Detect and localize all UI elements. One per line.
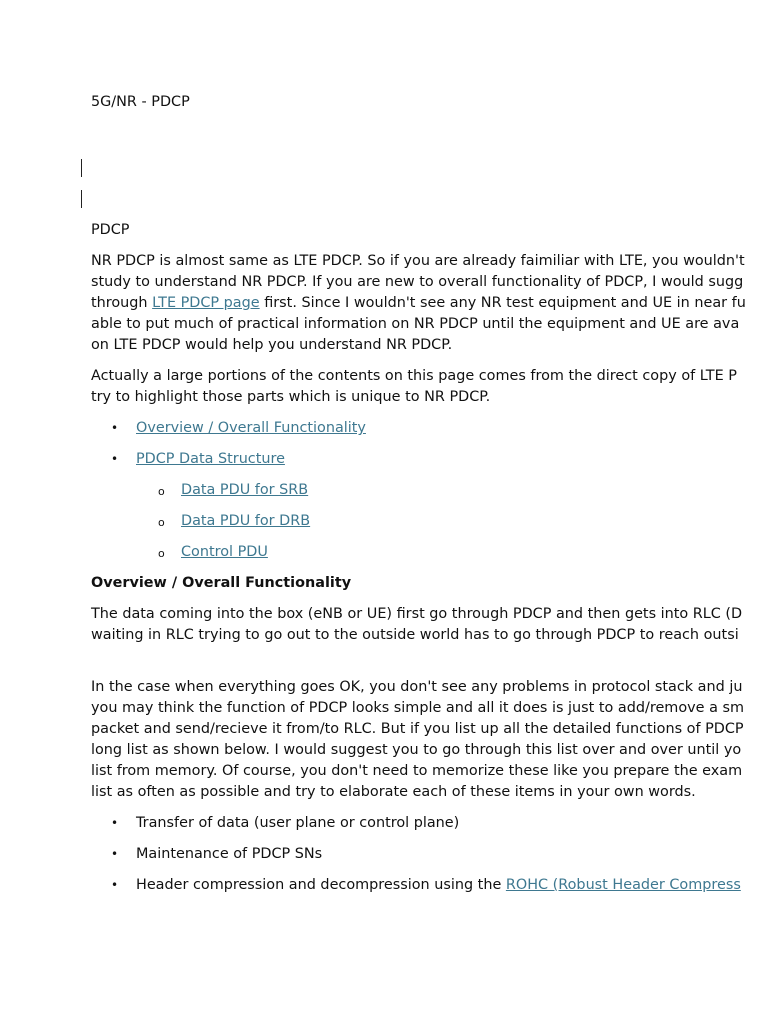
blank-line — [91, 656, 768, 677]
paragraph-line: NR PDCP is almost same as LTE PDCP. So if you are already faimiliar with LTE, you wouldn't — [91, 253, 745, 269]
paragraph-line: on LTE PDCP would help you understand NR PDCP. — [91, 337, 453, 353]
page-title: 5G/NR - PDCP — [91, 94, 190, 110]
toc-item — [91, 418, 768, 439]
toc-link-data-pdu-srb[interactable]: Data PDU for SRB — [181, 482, 309, 498]
paragraph-line: able to put much of practical information on NR PDCP until the equipment and UE are ava — [91, 316, 740, 332]
section-label: PDCP — [91, 222, 130, 238]
lte-pdcp-page-link[interactable]: LTE PDCP page — [152, 295, 260, 311]
toc-subitem — [136, 542, 768, 563]
second-paragraph — [91, 366, 768, 408]
bullet-icon: • — [111, 847, 119, 861]
toc-link-control-pdu[interactable]: Control PDU — [181, 544, 268, 560]
overview-heading: Overview / Overall Functionality — [91, 575, 352, 591]
paragraph-line: packet and send/recieve it from/to RLC. But if you list up all the detailed functions of PDCP — [91, 721, 744, 737]
toc-link-pdcp-data-structure[interactable]: PDCP Data Structure — [136, 451, 285, 467]
bullet-icon: • — [111, 421, 119, 435]
list-item-text: Header compression and decompression using the — [136, 877, 506, 893]
toc-sublist — [136, 480, 768, 563]
overview-paragraph-1 — [91, 604, 768, 646]
list-item — [91, 844, 768, 865]
paragraph-line: try to highlight those parts which is unique to NR PDCP. — [91, 389, 491, 405]
paragraph-line: you may think the function of PDCP looks simple and all it does is just to add/remove a sm — [91, 700, 744, 716]
text-cursor-mark — [81, 190, 82, 208]
document-flow — [91, 220, 768, 906]
list-item — [91, 875, 768, 896]
intro-paragraph — [91, 251, 768, 356]
bullet-icon: • — [111, 452, 119, 466]
paragraph-line: The data coming into the box (eNB or UE) first go through PDCP and then gets into RLC (D — [91, 606, 743, 622]
toc-subitem — [136, 480, 768, 501]
bullet-icon: • — [111, 878, 119, 892]
paragraph-line: list as often as possible and try to elaborate each of these items in your own words. — [91, 784, 696, 800]
text-cursor-mark — [81, 159, 82, 177]
circle-bullet-icon: o — [158, 516, 165, 529]
line-text: first. Since I wouldn't see any NR test equipment and UE in near fu — [259, 295, 746, 311]
paragraph-line: study to understand NR PDCP. If you are new to overall functionality of PDCP, I would sugg — [91, 274, 744, 290]
toc-link-overview[interactable]: Overview / Overall Functionality — [136, 420, 366, 436]
bullet-icon: • — [111, 816, 119, 830]
toc-item — [91, 449, 768, 563]
overview-paragraph-2 — [91, 677, 768, 803]
table-of-contents — [91, 418, 768, 563]
line-text: through — [91, 295, 153, 311]
paragraph-line: Actually a large portions of the contents on this page comes from the direct copy of LTE P — [91, 368, 737, 384]
circle-bullet-icon: o — [158, 547, 165, 560]
circle-bullet-icon: o — [158, 485, 165, 498]
list-item-text: Maintenance of PDCP SNs — [136, 846, 323, 862]
list-item-text: Transfer of data (user plane or control plane) — [136, 815, 460, 831]
paragraph-line: waiting in RLC trying to go out to the outside world has to go through PDCP to reach outsi — [91, 627, 739, 643]
pdcp-function-list — [91, 813, 768, 896]
toc-subitem — [136, 511, 768, 532]
paragraph-line — [91, 293, 768, 314]
rohc-link[interactable]: ROHC (Robust Header Compress — [505, 877, 741, 893]
paragraph-line: long list as shown below. I would suggest you to go through this list over and over until yo — [91, 742, 742, 758]
paragraph-line: In the case when everything goes OK, you don't see any problems in protocol stack and ju — [91, 679, 743, 695]
toc-link-data-pdu-drb[interactable]: Data PDU for DRB — [181, 513, 311, 529]
paragraph-line: list from memory. Of course, you don't need to memorize these like you prepare the exam — [91, 763, 743, 779]
list-item — [91, 813, 768, 834]
